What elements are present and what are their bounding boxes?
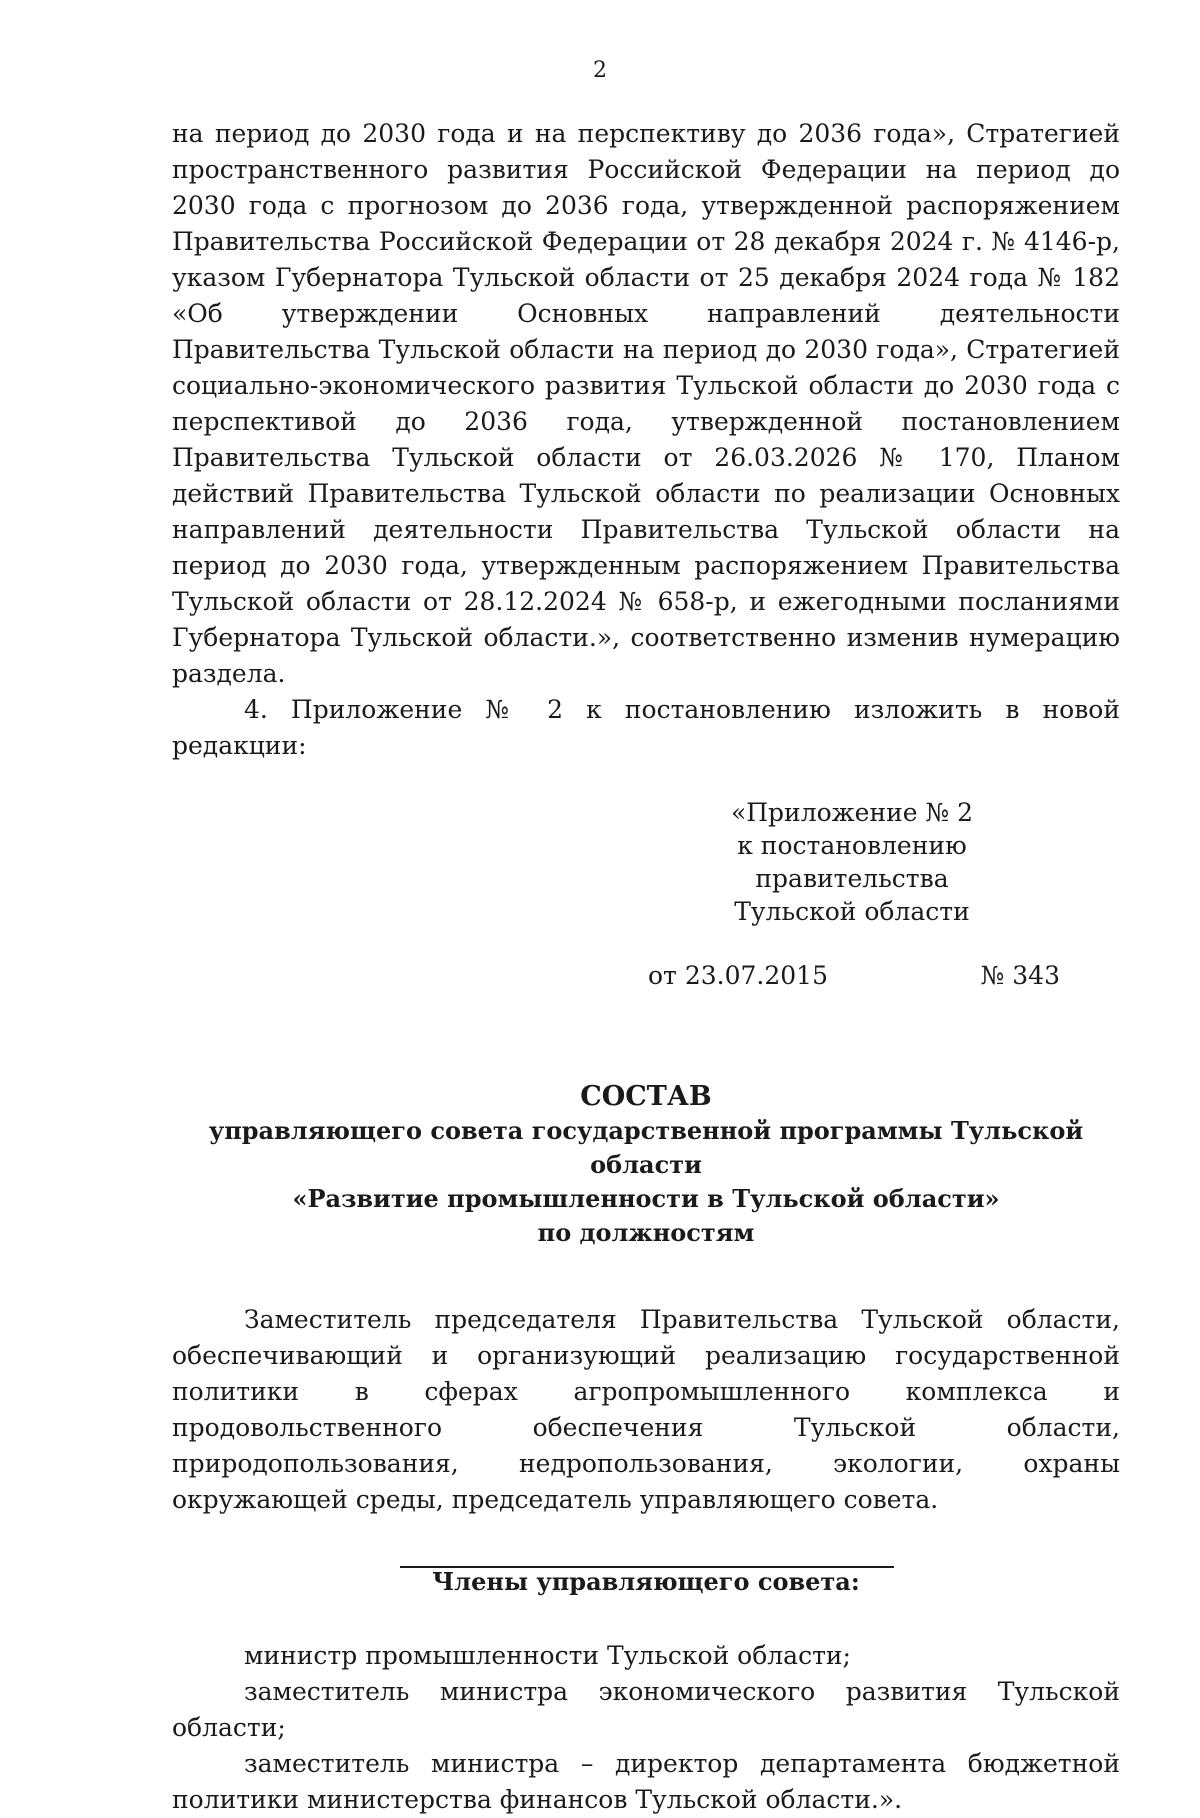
members-list <box>172 1638 1120 1818</box>
title-main: СОСТАВ <box>580 1081 712 1112</box>
closing-rule <box>400 1566 894 1568</box>
appendix-date-row <box>648 958 1060 994</box>
appendix-line-2: к постановлению правительства <box>737 831 967 893</box>
appendix-date: от 23.07.2015 <box>648 961 828 990</box>
appendix-header <box>642 796 1062 928</box>
item-4-paragraph: 4. Приложение № 2 к постановлению изложить в новой редакции: <box>172 695 1120 760</box>
chairman-paragraph: Заместитель председателя Правительства Тульской области, обеспечивающий и организующий реализацию государственной политики в сферах агропромышленного комплекса и продовольственного обеспечения Тульской области, природопользования, недропользования, экологии, охраны окружающей среды, председатель управляющего совета. <box>172 1305 1120 1514</box>
member-item: заместитель министра – директор департамента бюджетной политики министерства финансов Тульской области.». <box>172 1749 1120 1814</box>
appendix-line-3: Тульской области <box>734 897 970 926</box>
page-number: 2 <box>593 58 607 83</box>
appendix-line-1: «Приложение № 2 <box>730 798 974 827</box>
title-line-3: «Развитие промышленности в Тульской области» <box>292 1184 1000 1213</box>
members-heading: Члены управляющего совета: <box>432 1567 860 1596</box>
document-body <box>172 116 1120 1818</box>
member-item: министр промышленности Тульской области; <box>244 1641 851 1670</box>
intro-paragraph: на период до 2030 года и на перспективу до 2036 года», Стратегией пространственного развития Российской Федерации на период до 2030 года с прогнозом до 2036 года, утвержденной распоряжением Правительства Российской Федерации от 28 декабря 2024 г. № 4146-р, указом Губернатора Тульской области от 25 декабря 2024 года № 182 «Об утверждении Основных направлений деятельности Правительства Тульской области на период до 2030 года», Стратегией социально-экономического развития Тульской области до 2030 года с перспективой до 2036 года, утвержденной постановлением Правительства Тульской области от 26.03.2026 № 170, Планом действий Правительства Тульской области по реализации Основных направлений деятельности Правительства Тульской области на период до 2030 года, утвержденным распоряжением Правительства Тульской области от 28.12.2024 № 658-р, и ежегодными посланиями Губернатора Тульской области.», соответственно изменив нумерацию раздела. <box>172 119 1120 688</box>
member-item: заместитель министра экономического развития Тульской области; <box>172 1677 1120 1742</box>
title-line-4: по должностям <box>537 1218 755 1247</box>
title-line-2: управляющего совета государственной программы Тульской области <box>208 1116 1084 1179</box>
appendix-number: № 343 <box>980 961 1060 990</box>
document-title <box>172 1080 1120 1250</box>
